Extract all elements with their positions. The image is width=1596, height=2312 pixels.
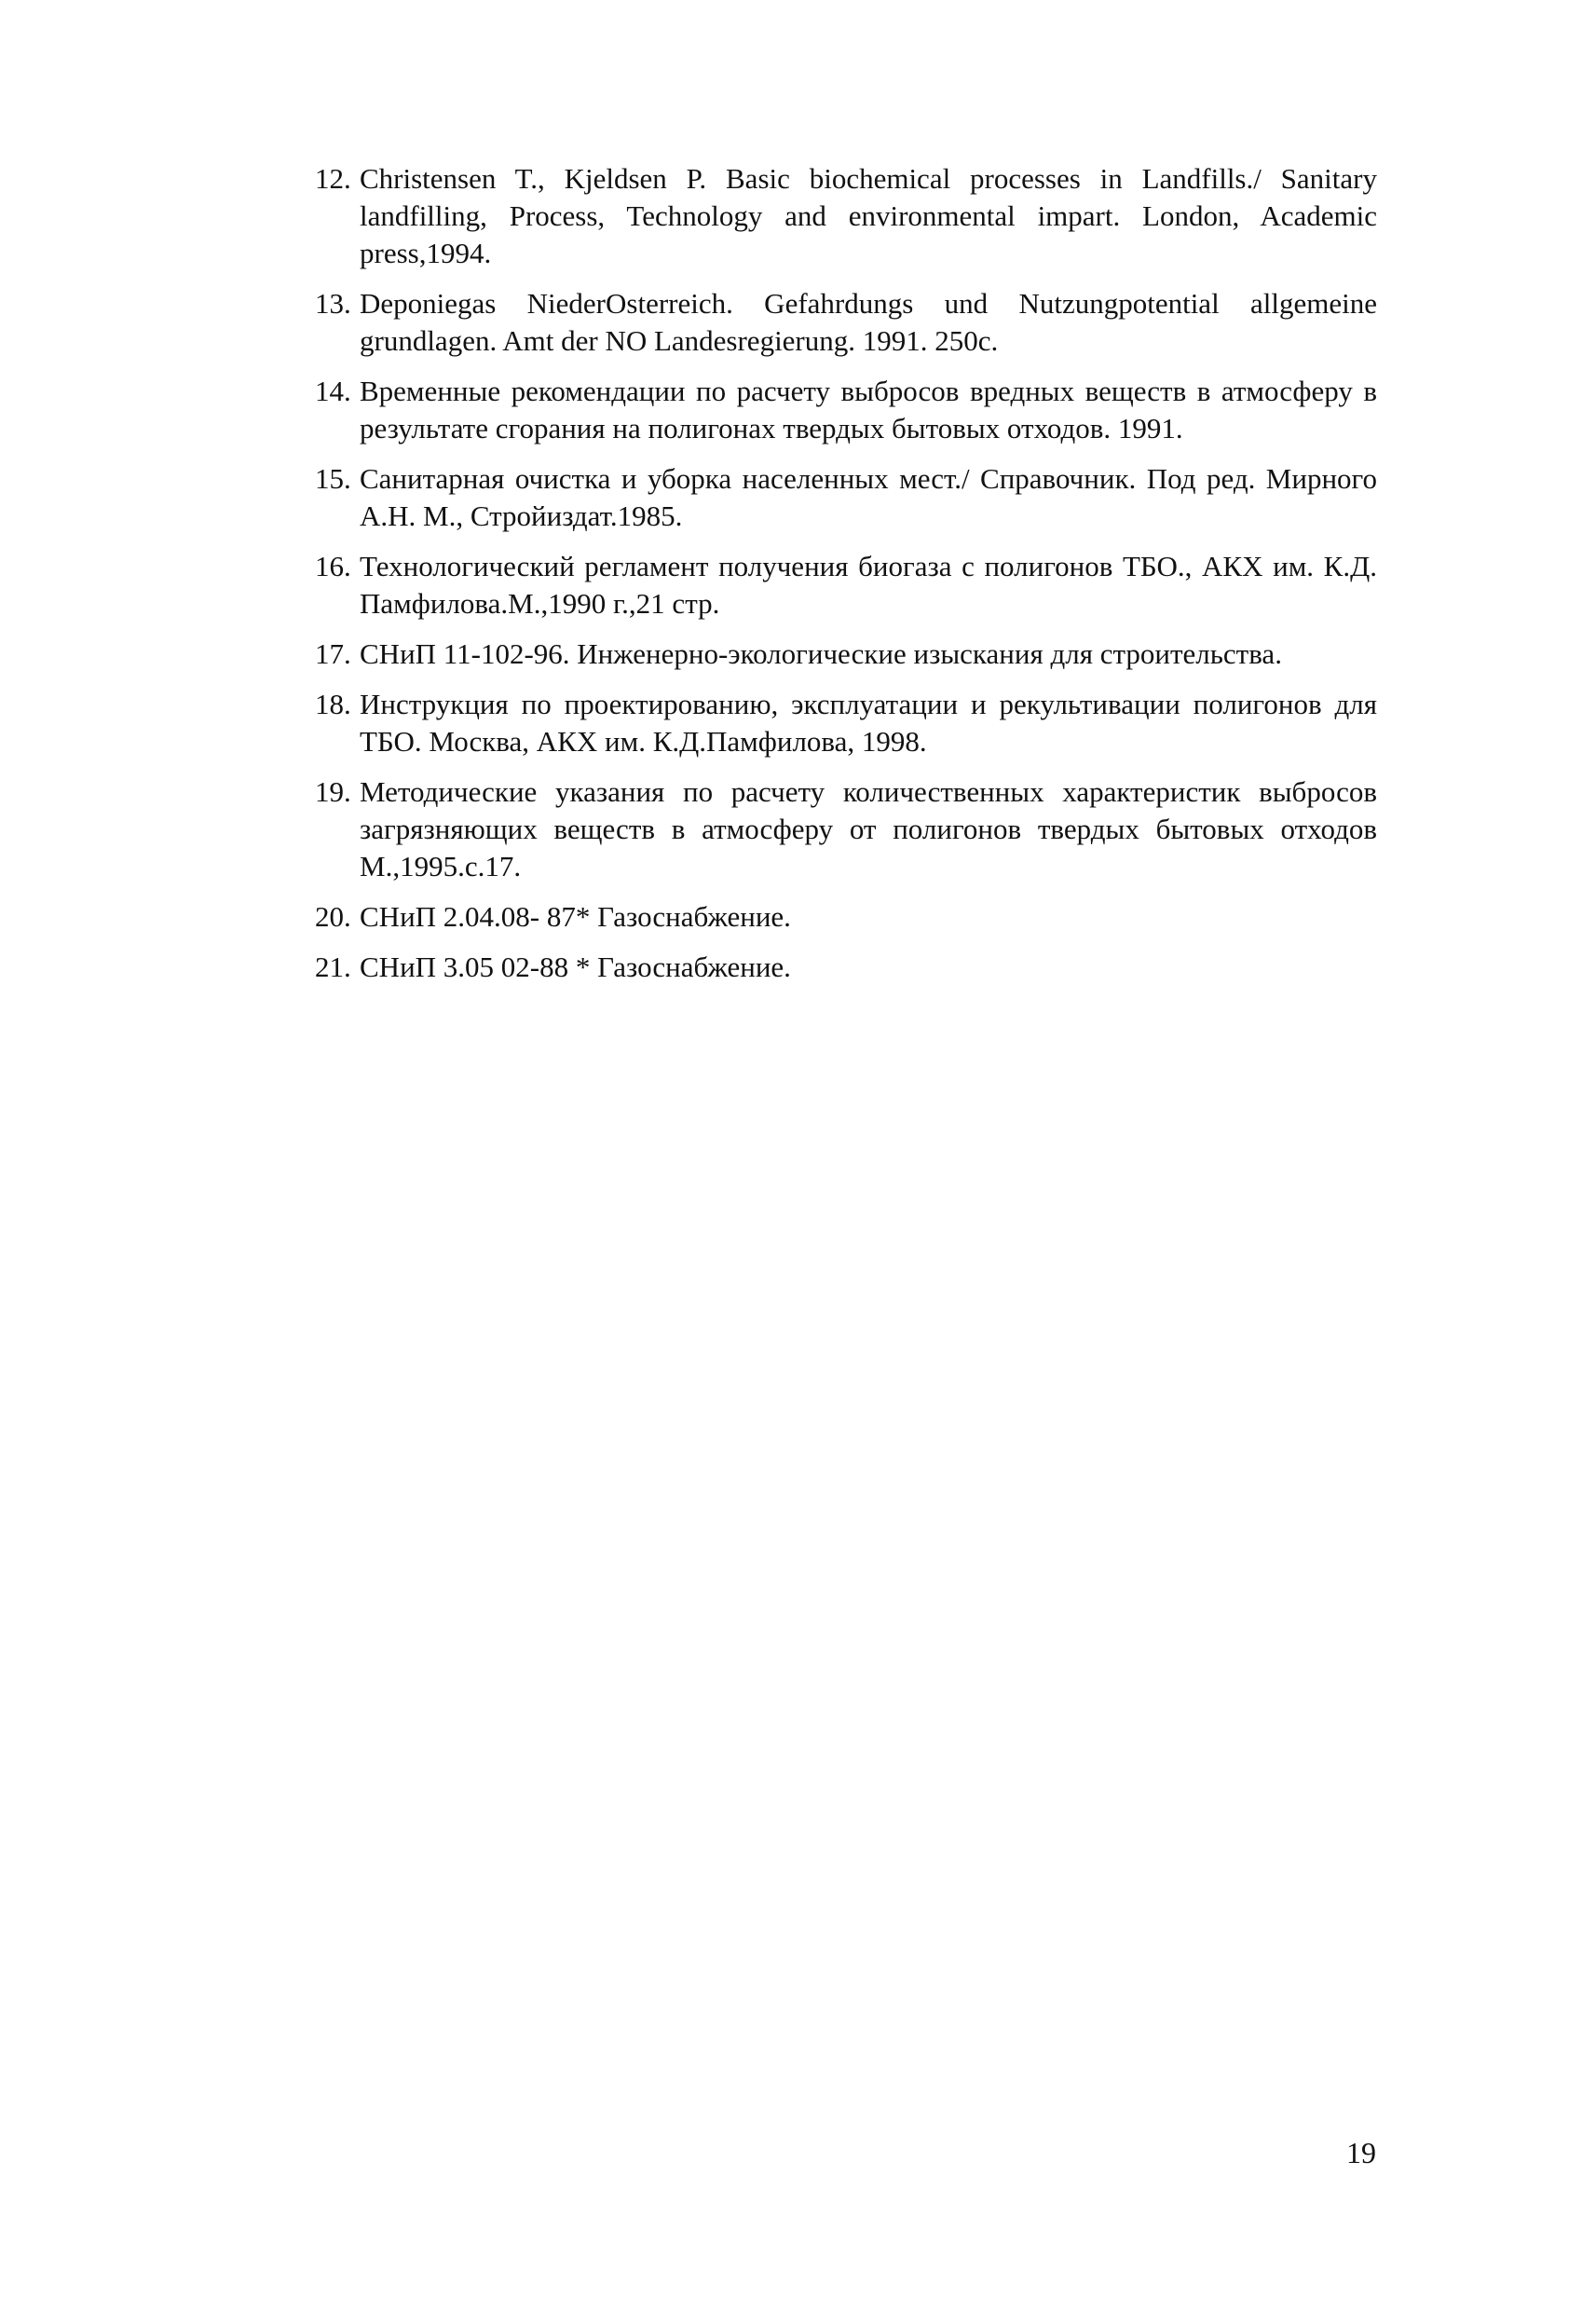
page-number: 19 <box>1346 2136 1376 2169</box>
reference-list <box>315 160 1377 999</box>
reference-item-17 <box>315 636 1377 673</box>
reference-text: СНиП 11-102-96. Инженерно-экологические изыскания для строительства. <box>360 637 1282 670</box>
reference-item-19 <box>315 773 1377 885</box>
reference-item-14 <box>315 373 1377 447</box>
reference-item-20 <box>315 898 1377 936</box>
reference-number: 20. <box>315 900 351 933</box>
reference-number: 21. <box>315 951 351 983</box>
reference-number: 15. <box>315 462 351 495</box>
reference-item-12 <box>315 160 1377 272</box>
reference-item-16 <box>315 548 1377 622</box>
reference-number: 12. <box>315 162 351 195</box>
reference-item-15 <box>315 460 1377 535</box>
reference-number: 13. <box>315 287 351 320</box>
reference-text: Временные рекомендации по расчету выбросов вредных веществ в атмосферу в результате сгорания на полигонах твердых бытовых отходов. 1991. <box>360 375 1377 445</box>
reference-text: Технологический регламент получения биогаза с полигонов ТБО., АКХ им. К.Д. Памфилова.М.,1990 г.,21 стр. <box>360 550 1377 620</box>
reference-text: Санитарная очистка и уборка населенных мест./ Справочник. Под ред. Мирного А.Н. М., Стройиздат.1985. <box>360 462 1377 532</box>
reference-number: 19. <box>315 775 351 808</box>
reference-item-18 <box>315 686 1377 760</box>
reference-number: 16. <box>315 550 351 582</box>
reference-text: СНиП 2.04.08- 87* Газоснабжение. <box>360 900 791 933</box>
reference-number: 14. <box>315 375 351 407</box>
reference-number: 18. <box>315 688 351 720</box>
reference-text: Deponiegas NiederOsterreich. Gefahrdungs und Nutzungpotential allgemeine grundlagen. Amt der NO Landesregierung. 1991. 250c. <box>360 287 1377 357</box>
reference-text: Инструкция по проектированию, эксплуатации и рекультивации полигонов для ТБО. Москва, АКХ им. К.Д.Памфилова, 1998. <box>360 688 1377 758</box>
reference-number: 17. <box>315 637 351 670</box>
reference-item-21 <box>315 949 1377 986</box>
reference-text: Методические указания по расчету количественных характеристик выбросов загрязняющих веществ в атмосферу от полигонов твердых бытовых отходов М.,1995.с.17. <box>360 775 1377 882</box>
reference-text: Christensen T., Kjeldsen P. Basic biochemical processes in Landfills./ Sanitary landfilling, Process, Technology and environmental impart. London, Academic press,1994. <box>360 162 1377 269</box>
reference-item-13 <box>315 285 1377 360</box>
reference-text: СНиП 3.05 02-88 * Газоснабжение. <box>360 951 791 983</box>
